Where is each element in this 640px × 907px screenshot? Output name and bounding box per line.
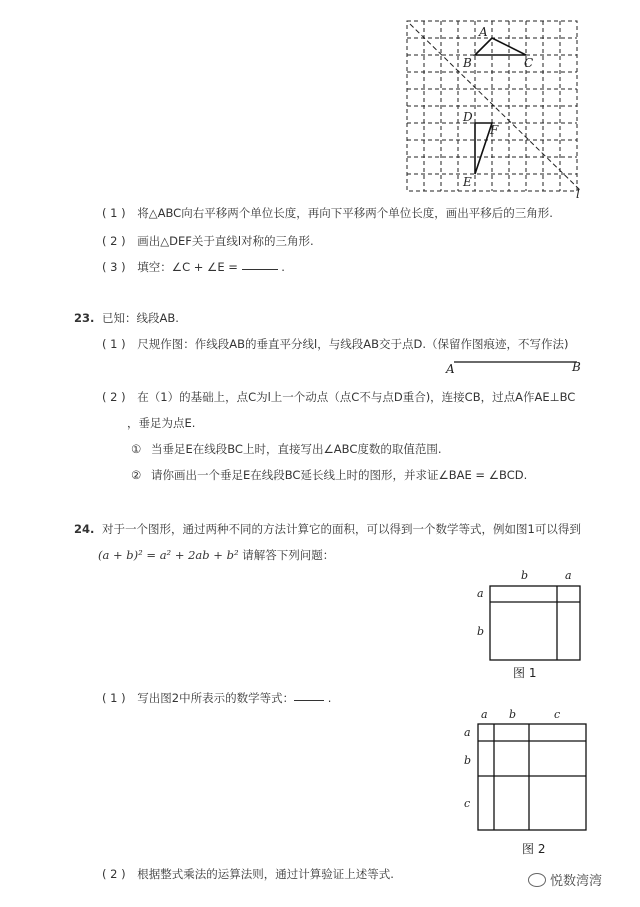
fig2-top-b: b — [509, 708, 517, 721]
q22-part2-num: ( 2 ) — [102, 234, 126, 248]
figure-2 — [456, 706, 596, 862]
q24-formula: (a + b)² = a² + 2ab + b² — [98, 548, 239, 562]
q23-part1 — [102, 336, 568, 352]
q22-part2 — [102, 233, 314, 249]
q24-part2-text: 根据整式乘法的运算法则，通过计算验证上述等式. — [137, 867, 394, 881]
watermark — [528, 870, 602, 889]
q22-answer-blank[interactable] — [242, 268, 278, 270]
fig1-top-b: b — [521, 569, 529, 582]
watermark-text: 悦数湾湾 — [550, 874, 603, 889]
q23-sub2 — [131, 467, 527, 483]
q22-part1 — [102, 205, 553, 221]
q23-sub1 — [131, 441, 442, 457]
fig2-top-c: c — [554, 708, 561, 721]
q23-sub1-marker: ① — [131, 442, 142, 456]
figure-1 — [470, 566, 590, 684]
fig2-left-c: c — [464, 797, 471, 810]
q24-part2 — [102, 866, 394, 882]
label-seg-A: A — [446, 362, 455, 376]
fig1-left-a: a — [477, 587, 484, 600]
q23-part1-num: ( 1 ) — [102, 337, 126, 351]
label-l: l — [576, 187, 580, 200]
q24-part1-text: 写出图2中所表示的数学等式： — [137, 691, 295, 705]
label-F: F — [490, 123, 499, 137]
q22-part3-num: ( 3 ) — [102, 260, 126, 274]
triangle-abc — [475, 38, 526, 55]
fig2-caption: 图 2 — [522, 842, 546, 856]
q23-part2 — [102, 389, 575, 405]
q22-part3-end: . — [281, 260, 285, 274]
q23-sub2-marker: ② — [131, 468, 142, 482]
q24-intro-text: 对于一个图形，通过两种不同的方法计算它的面积，可以得到一个数学等式，例如图1可以得到 — [102, 522, 581, 536]
q23-part2-cont: ，垂足为点E. — [127, 416, 196, 430]
q22-part1-num: ( 1 ) — [102, 206, 126, 220]
q24-number: 24. — [74, 522, 95, 536]
label-B: B — [463, 56, 472, 70]
fig2-left-a: a — [464, 726, 471, 739]
q23-part2-num: ( 2 ) — [102, 390, 126, 404]
fig2-top-a: a — [481, 708, 488, 721]
grid-figure — [400, 14, 590, 200]
fig2-left-b: b — [464, 754, 472, 767]
q24-part2-num: ( 2 ) — [102, 867, 126, 881]
wechat-icon — [528, 873, 546, 887]
q24-formula-after: 请解答下列问题： — [238, 548, 335, 562]
label-seg-B: B — [572, 360, 581, 374]
q24-formula-line — [98, 547, 334, 563]
fig1-top-a: a — [565, 569, 572, 582]
q24-part1-end: . — [327, 691, 332, 705]
q22-part3 — [102, 259, 285, 275]
q23-part1-text: 尺规作图：作线段AB的垂直平分线l，与线段AB交于点D.（保留作图痕迹，不写作法) — [137, 337, 569, 351]
q23-sub2-text: 请你画出一个垂足E在线段BC延长线上时的图形，并求证∠BAE = ∠BCD. — [150, 468, 528, 482]
q24-part1-num: ( 1 ) — [102, 691, 126, 705]
dashed-grid — [407, 21, 577, 191]
q24-answer-blank[interactable] — [294, 699, 324, 701]
label-D: D — [463, 110, 473, 124]
q23-intro — [74, 310, 179, 326]
label-A: A — [479, 25, 488, 39]
fig1-outer — [490, 586, 580, 660]
q23-intro-text: 已知：线段AB. — [102, 311, 179, 325]
line-l — [410, 24, 580, 190]
segment-ab — [440, 356, 590, 378]
fig1-caption: 图 1 — [513, 666, 537, 680]
q22-part2-text: 画出△DEF关于直线l对称的三角形. — [137, 234, 314, 248]
fig1-left-b: b — [477, 625, 485, 638]
q24-part1 — [102, 690, 331, 706]
q24-intro — [74, 521, 581, 537]
label-C: C — [524, 56, 534, 70]
q23-number: 23. — [74, 311, 95, 325]
label-E: E — [463, 175, 472, 189]
q22-part3-text: 填空：∠C + ∠E = — [137, 260, 242, 274]
q23-sub1-text: 当垂足E在线段BC上时，直接写出∠ABC度数的取值范围. — [150, 442, 442, 456]
q22-part1-text: 将△ABC向右平移两个单位长度，再向下平移两个单位长度，画出平移后的三角形. — [137, 206, 553, 220]
q23-part2-text: 在（1）的基础上，点C为l上一个动点（点C不与点D重合)，连接CB，过点A作AE⊥BC — [137, 390, 576, 404]
